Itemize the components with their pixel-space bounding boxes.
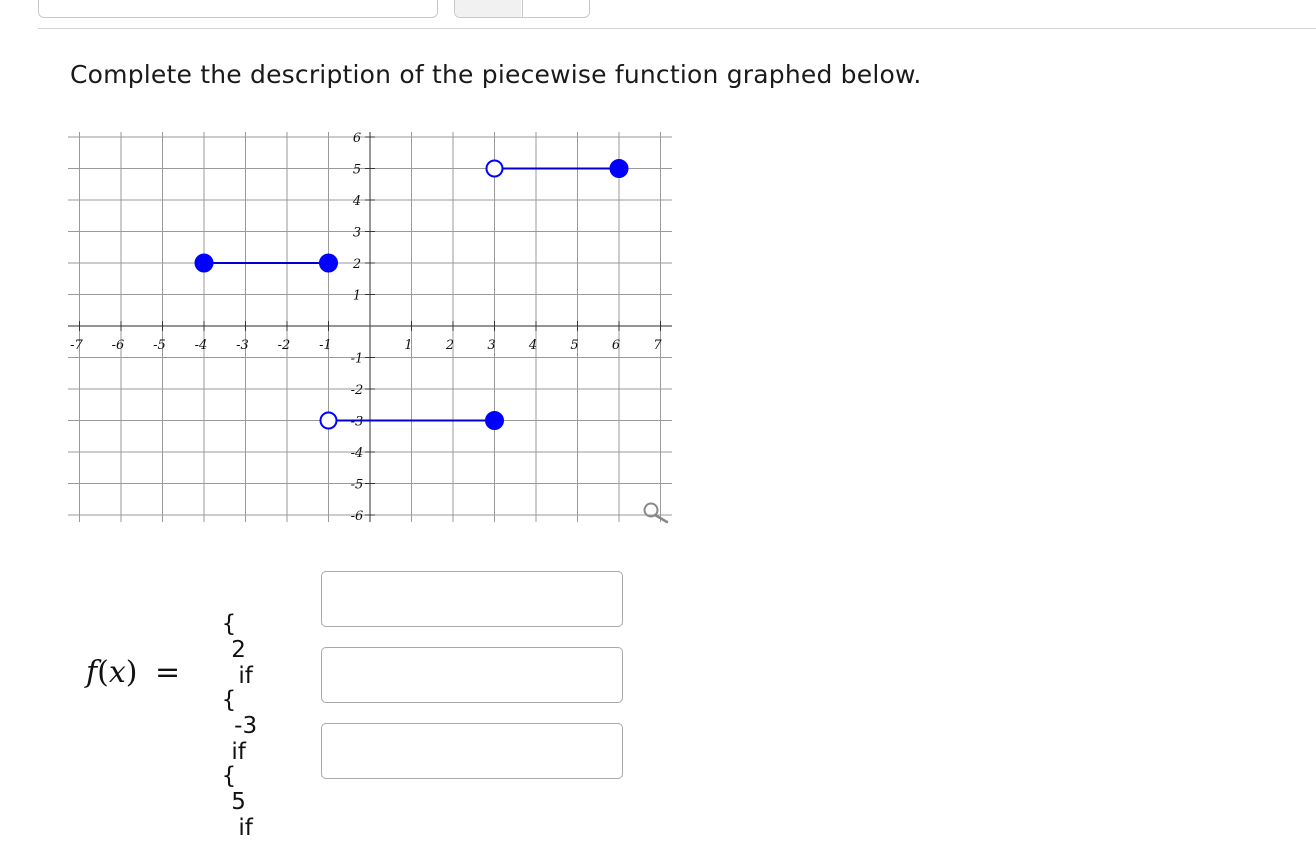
closed-point	[610, 160, 628, 178]
y-tick-label: 5	[352, 162, 362, 178]
y-tick-label: -2	[350, 383, 364, 398]
x-tick-label: 6	[611, 338, 621, 353]
if-label-2: if	[231, 739, 246, 765]
y-tick-label: -4	[350, 446, 364, 461]
magnifier-icon[interactable]	[645, 504, 668, 523]
piece-value-2: -3	[234, 713, 258, 739]
x-tick-label: 4	[528, 338, 538, 353]
brace-1: {	[221, 611, 237, 637]
closed-point	[195, 254, 213, 272]
x-tick-label: 3	[487, 338, 496, 353]
close-paren: )	[125, 655, 138, 690]
piece-value-1: 2	[231, 637, 246, 663]
question-prompt: Complete the description of the piecewise function graphed below.	[70, 60, 922, 89]
x-tick-label: -1	[319, 338, 332, 353]
x-tick-label: 1	[404, 338, 413, 353]
function-variable: x	[108, 655, 126, 690]
y-tick-label: -3	[350, 414, 364, 430]
piece-row-3	[207, 737, 270, 841]
if-label-1: if	[238, 663, 253, 689]
x-tick-label: 5	[570, 338, 579, 353]
brace-3: {	[221, 763, 237, 789]
y-tick-label: -6	[350, 509, 364, 524]
open-paren: (	[97, 655, 109, 690]
equals-sign: =	[155, 655, 181, 690]
condition-input-2[interactable]	[321, 647, 623, 703]
x-tick-label: -7	[70, 338, 83, 353]
x-tick-label: 2	[445, 338, 455, 353]
x-tick-label: 7	[653, 338, 662, 353]
closed-point	[486, 412, 504, 430]
x-tick-label: -4	[194, 338, 208, 353]
x-tick-label: -5	[153, 338, 166, 353]
y-tick-label: -5	[350, 477, 364, 493]
function-name: f	[86, 655, 98, 690]
brace-2: {	[221, 687, 237, 713]
closed-point	[320, 254, 338, 272]
x-tick-label: -2	[277, 338, 291, 353]
condition-input-3[interactable]	[321, 723, 623, 779]
piece-value-3: 5	[231, 789, 246, 815]
x-tick-label: -3	[236, 338, 249, 353]
condition-input-1[interactable]	[321, 571, 623, 627]
open-point	[487, 161, 503, 177]
y-tick-label: -1	[350, 351, 364, 367]
function-label	[86, 655, 180, 690]
open-point	[321, 413, 337, 429]
x-tick-label: -6	[111, 338, 125, 353]
if-label-3: if	[238, 815, 253, 841]
y-tick-label: 2	[352, 257, 362, 272]
y-tick-label: 1	[352, 288, 362, 304]
y-tick-label: 6	[352, 131, 362, 146]
y-tick-label: 3	[352, 225, 362, 241]
y-tick-label: 4	[352, 194, 362, 209]
